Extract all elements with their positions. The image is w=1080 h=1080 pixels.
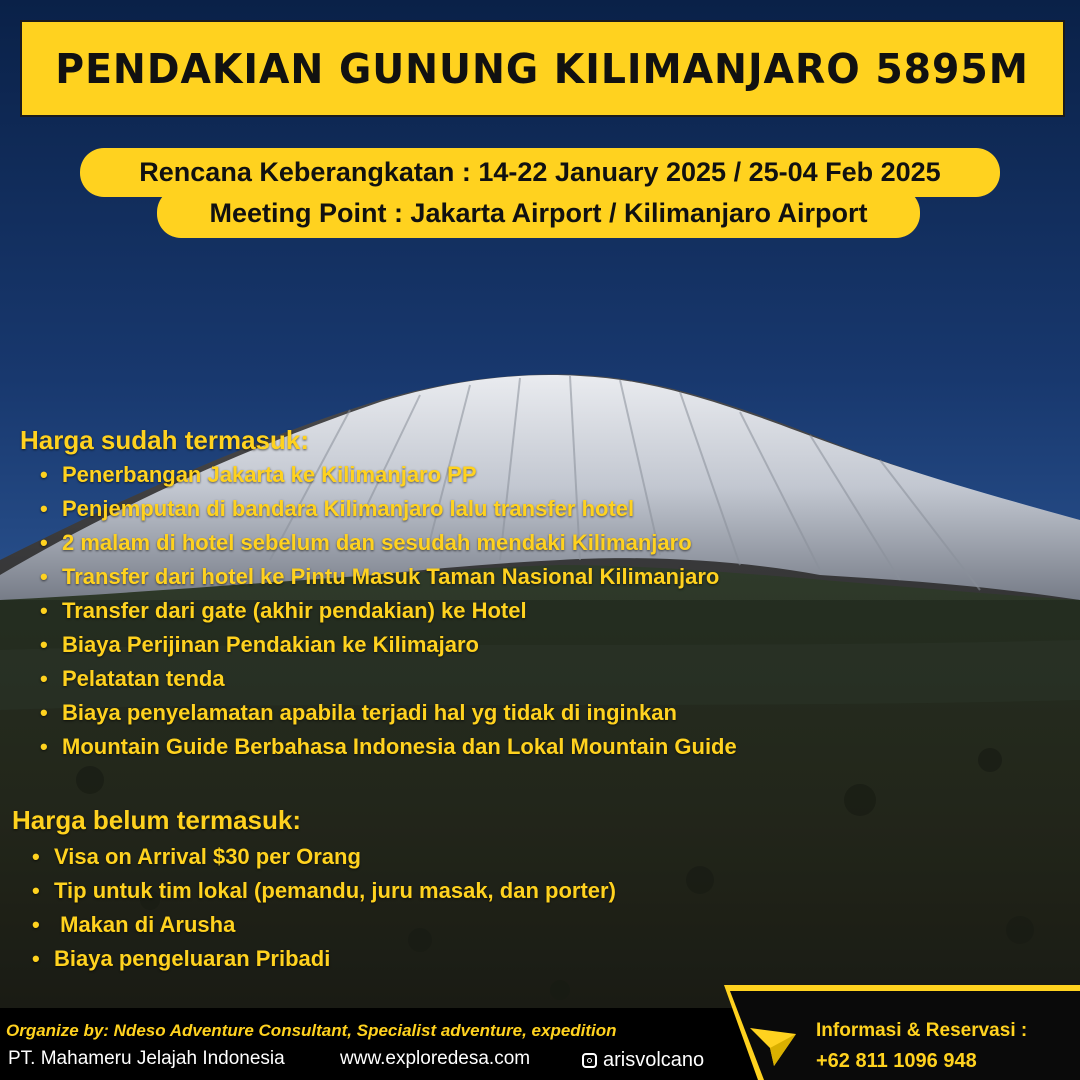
list-item: • Visa on Arrival $30 per Orang (30, 840, 616, 874)
instagram-handle[interactable] (582, 1049, 704, 1072)
list-item: • Penjemputan di bandara Kilimanjaro lalu transfer hotel (38, 492, 737, 526)
website-link[interactable]: www.exploredesa.com (340, 1048, 531, 1069)
list-item: • Pelatatan tenda (38, 662, 737, 696)
list-item: • Mountain Guide Berbahasa Indonesia dan Lokal Mountain Guide (38, 730, 737, 764)
list-item: • Makan di Arusha (30, 908, 616, 942)
instagram-icon (582, 1053, 597, 1068)
list-item: • Tip untuk tim lokal (pemandu, juru masak, dan porter) (30, 874, 616, 908)
page-title: PENDAKIAN GUNUNG KILIMANJARO 5895M (55, 44, 1030, 93)
phone-number[interactable]: +62 811 1096 948 (816, 1050, 977, 1072)
list-item: • Biaya pengeluaran Pribadi (30, 942, 616, 976)
list-item: • Penerbangan Jakarta ke Kilimanjaro PP (38, 458, 737, 492)
excluded-list (30, 840, 616, 976)
info-reservation-heading: Informasi & Reservasi : (816, 1020, 1028, 1041)
list-item: • 2 malam di hotel sebelum dan sesudah mendaki Kilimanjaro (38, 526, 737, 560)
excluded-heading: Harga belum termasuk: (12, 805, 301, 835)
meeting-point: Meeting Point : Jakarta Airport / Kilimanjaro Airport (157, 188, 920, 238)
included-list (38, 458, 737, 764)
instagram-label: arisvolcano (603, 1049, 705, 1071)
send-arrow-icon (748, 1024, 798, 1068)
organizer-text: Organize by: Ndeso Adventure Consultant, Specialist adventure, expedition (6, 1021, 617, 1040)
company-name: PT. Mahameru Jelajah Indonesia (8, 1048, 285, 1069)
list-item: • Biaya penyelamatan apabila terjadi hal yg tidak di inginkan (38, 696, 737, 730)
list-item: • Transfer dari hotel ke Pintu Masuk Taman Nasional Kilimanjaro (38, 560, 737, 594)
list-item: • Biaya Perijinan Pendakian ke Kilimajaro (38, 628, 737, 662)
included-heading: Harga sudah termasuk: (20, 425, 309, 455)
title-banner (20, 20, 1065, 117)
list-item: • Transfer dari gate (akhir pendakian) ke Hotel (38, 594, 737, 628)
departure-schedule: Rencana Keberangkatan : 14-22 January 2025 / 25-04 Feb 2025 (80, 148, 1000, 197)
